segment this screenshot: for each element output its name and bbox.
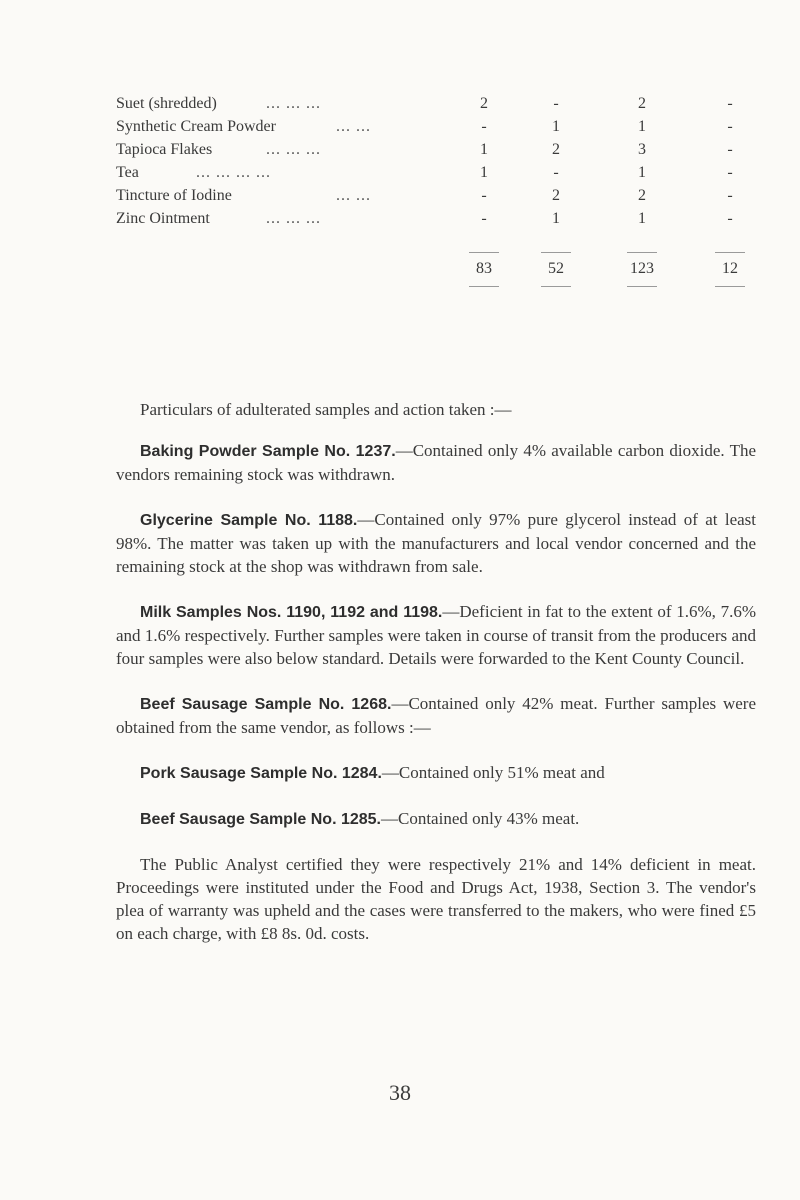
table-row (116, 161, 756, 184)
table-row (116, 184, 756, 207)
table-row (116, 115, 756, 138)
intro-line: Particulars of adulterated samples and action taken :— (140, 400, 512, 419)
cell: - (727, 164, 733, 181)
cell: - (727, 187, 733, 204)
sample-text: —Contained only 97% pure glycerol instead of at least 98%. The matter was taken up with the manufacturers and local vendor concerned and the remaining stock at the shop was withdrawn from sale. (116, 510, 757, 576)
cell: 1 (638, 118, 646, 135)
cell: 1 (638, 210, 646, 227)
row-item: Tapioca Flakes (116, 141, 213, 158)
table-row (116, 92, 756, 115)
closing-paragraph: The Public Analyst certified they were respectively 21% and 14% deficient in meat. Proceedings were instituted under the Food and Drugs Act, 1938, Section 3. The vendor's plea of warranty was upheld and the cases were transferred to the makers, who were fined £5 on each charge, with £8 8s. 0d. costs. (116, 855, 756, 943)
cell: - (481, 210, 487, 227)
sample-text: —Contained only 4% available carbon dioxide. The vendors remaining stock was withdrawn. (116, 441, 757, 484)
cell: 3 (638, 141, 646, 158)
sample-heading: Baking Powder Sample No. 1237. (140, 443, 396, 460)
sample-paragraph (116, 508, 756, 578)
cell: 2 (638, 187, 646, 204)
cell: 2 (552, 187, 560, 204)
sample-text: —Deficient in fat to the extent of 1.6%, 7.6% and 1.6% respectively. Further samples were taken in course of transit from the producers and four samples were also below standard. Details were forwarded to the Kent County Council. (116, 602, 756, 668)
cell: 1 (480, 141, 488, 158)
report-text (116, 398, 756, 967)
rule-line (715, 286, 745, 287)
cell: - (481, 118, 487, 135)
leader-dots: ... ... ... ... (196, 164, 271, 181)
total-cell: 123 (630, 260, 654, 277)
cell: - (481, 187, 487, 204)
cell: - (727, 118, 733, 135)
cell: 2 (480, 95, 488, 112)
cell: - (553, 164, 559, 181)
leader-dots: ... ... ... (266, 95, 321, 112)
table-row (116, 138, 756, 161)
cell: 2 (638, 95, 646, 112)
cell: 1 (552, 210, 560, 227)
sample-paragraph (116, 761, 756, 785)
cell: 1 (480, 164, 488, 181)
total-cell: 12 (722, 260, 738, 277)
cell: - (553, 95, 559, 112)
sample-heading: Beef Sausage Sample No. 1268. (140, 696, 392, 713)
rule-line (469, 286, 499, 287)
page-number: 38 (389, 1080, 411, 1105)
sample-text: —Contained only 51% meat and (381, 763, 605, 782)
row-item: Tincture of Iodine (116, 187, 232, 204)
leader-dots: ... ... ... (266, 141, 321, 158)
cell: - (727, 141, 733, 158)
sample-heading: Glycerine Sample No. 1188. (140, 512, 358, 529)
row-item: Tea (116, 164, 139, 181)
cell: - (727, 95, 733, 112)
sample-heading: Milk Samples Nos. 1190, 1192 and 1198. (140, 604, 443, 621)
total-cell: 52 (548, 260, 564, 277)
leader-dots: ... ... (336, 187, 371, 204)
sample-text: —Contained only 43% meat. (381, 809, 580, 828)
sample-heading: Beef Sausage Sample No. 1285. (140, 811, 381, 828)
cell: - (727, 210, 733, 227)
rule-line (627, 286, 657, 287)
leader-dots: ... ... ... (266, 210, 321, 227)
row-item: Synthetic Cream Powder (116, 118, 276, 135)
sample-paragraph (116, 807, 756, 831)
sample-heading: Pork Sausage Sample No. 1284. (140, 765, 382, 782)
row-item: Suet (shredded) (116, 95, 217, 112)
sample-paragraph (116, 439, 756, 486)
table-row (116, 207, 756, 230)
sample-paragraph (116, 600, 756, 670)
sample-text: —Contained only 42% meat. Further samples were obtained from the same vendor, as follows :— (116, 694, 757, 737)
cell: 1 (552, 118, 560, 135)
row-item: Zinc Ointment (116, 210, 210, 227)
samples-table (116, 92, 756, 286)
total-cell: 83 (476, 260, 492, 277)
leader-dots: ... ... (336, 118, 371, 135)
sample-paragraph (116, 692, 756, 739)
rule-line (541, 286, 571, 287)
cell: 2 (552, 141, 560, 158)
totals-row (116, 252, 756, 286)
cell: 1 (638, 164, 646, 181)
